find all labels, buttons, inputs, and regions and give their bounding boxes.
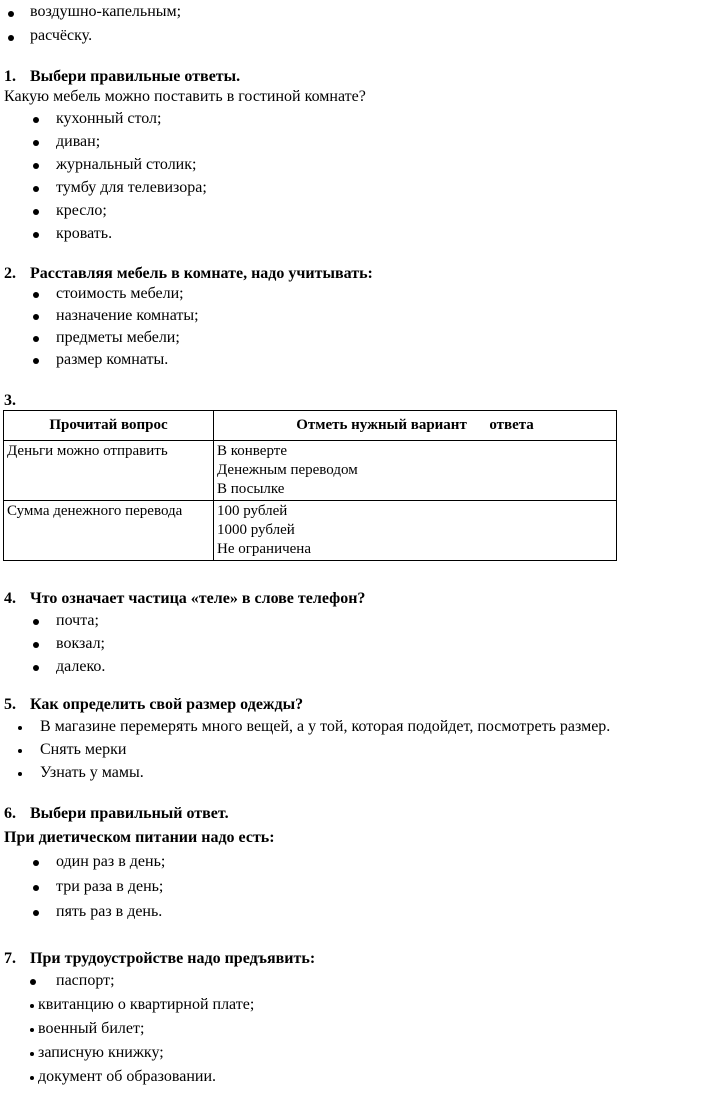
bullet-icon xyxy=(8,35,14,41)
bullet-icon xyxy=(33,140,39,146)
question-title: Как определить свой размер одежды? xyxy=(30,696,304,713)
option-item: В магазине перемерять много вещей, а у той, которая подойдет, посмотреть размер. xyxy=(40,718,611,735)
bullet-icon xyxy=(30,1052,34,1056)
bullet-icon xyxy=(33,314,39,320)
option-item: документ об образовании. xyxy=(38,1068,216,1085)
option-item: диван; xyxy=(56,133,101,150)
question-number: 4. xyxy=(4,590,16,607)
bullet-icon xyxy=(33,209,39,215)
bullet-icon xyxy=(18,749,22,753)
bullet-icon xyxy=(18,726,22,730)
question-subtitle: При диетическом питании надо есть: xyxy=(4,829,275,846)
bullet-icon xyxy=(33,885,39,891)
option-item: квитанцию о квартирной плате; xyxy=(38,996,255,1013)
table-header-cell: Отметь нужный вариант ответа xyxy=(214,411,617,441)
bullet-icon xyxy=(30,1028,34,1032)
option-item: тумбу для телевизора; xyxy=(56,179,207,196)
table-cell-answers xyxy=(214,441,617,501)
option-item: размер комнаты. xyxy=(56,351,169,368)
question-title: Что означает частица «теле» в слове телефон? xyxy=(30,590,366,607)
table-cell-question: Деньги можно отправить xyxy=(4,441,214,501)
table-cell-answers xyxy=(214,501,617,561)
question-title: Расставляя мебель в комнате, надо учитывать: xyxy=(30,265,373,282)
bullet-icon xyxy=(33,358,39,364)
option-item: пять раз в день. xyxy=(56,903,163,920)
bullet-icon xyxy=(30,1004,34,1008)
answer-option[interactable]: Денежным переводом xyxy=(217,462,358,478)
bullet-icon xyxy=(33,232,39,238)
option-item: почта; xyxy=(56,612,99,629)
list-item: воздушно-капельным; xyxy=(30,3,182,20)
question-number: 7. xyxy=(4,950,16,967)
question-number: 6. xyxy=(4,805,16,822)
table-cell-question: Сумма денежного перевода xyxy=(4,501,214,561)
option-item: записную книжку; xyxy=(38,1044,164,1061)
answer-option[interactable]: 100 рублей xyxy=(217,503,288,519)
bullet-icon xyxy=(30,1076,34,1080)
bullet-icon xyxy=(33,642,39,648)
bullet-icon xyxy=(33,619,39,625)
option-item: далеко. xyxy=(56,658,106,675)
option-item: предметы мебели; xyxy=(56,329,180,346)
question-number: 3. xyxy=(4,392,16,409)
option-item: Снять мерки xyxy=(40,741,127,758)
bullet-icon xyxy=(8,11,14,17)
bullet-icon xyxy=(18,772,22,776)
question-text: Какую мебель можно поставить в гостиной комнате? xyxy=(4,88,366,105)
question-number: 5. xyxy=(4,696,16,713)
bullet-icon xyxy=(33,336,39,342)
table-header-cell: Прочитай вопрос xyxy=(4,411,214,441)
question-title: Выбери правильные ответы. xyxy=(30,68,241,85)
option-item: Узнать у мамы. xyxy=(40,764,144,781)
option-item: назначение комнаты; xyxy=(56,307,199,324)
option-item: три раза в день; xyxy=(56,878,164,895)
question-number: 2. xyxy=(4,265,16,282)
list-item: расчёску. xyxy=(30,27,93,44)
table-row xyxy=(4,501,617,561)
bullet-icon xyxy=(33,665,39,671)
option-item: военный билет; xyxy=(38,1020,145,1037)
option-item: кровать. xyxy=(56,225,113,242)
answer-option[interactable]: В конверте xyxy=(217,443,287,459)
question-title: Выбери правильный ответ. xyxy=(30,805,229,822)
option-item: кресло; xyxy=(56,202,107,219)
question-number: 1. xyxy=(4,68,16,85)
table-header-row xyxy=(4,411,617,441)
option-item: один раз в день; xyxy=(56,853,166,870)
bullet-icon xyxy=(33,910,39,916)
answer-option[interactable]: В посылке xyxy=(217,481,285,497)
option-item: журнальный столик; xyxy=(56,156,197,173)
answer-option[interactable]: Не ограничена xyxy=(217,541,311,557)
bullet-icon xyxy=(33,292,39,298)
bullet-icon xyxy=(33,163,39,169)
option-item: кухонный стол; xyxy=(56,110,162,127)
bullet-icon xyxy=(30,979,36,985)
bullet-icon xyxy=(33,186,39,192)
table-row xyxy=(4,441,617,501)
bullet-icon xyxy=(33,860,39,866)
option-item: паспорт; xyxy=(56,972,115,989)
answer-option[interactable]: 1000 рублей xyxy=(217,522,295,538)
answer-table xyxy=(3,410,617,561)
bullet-icon xyxy=(33,117,39,123)
question-title: При трудоустройстве надо предъявить: xyxy=(30,950,316,967)
option-item: стоимость мебели; xyxy=(56,285,184,302)
option-item: вокзал; xyxy=(56,635,105,652)
